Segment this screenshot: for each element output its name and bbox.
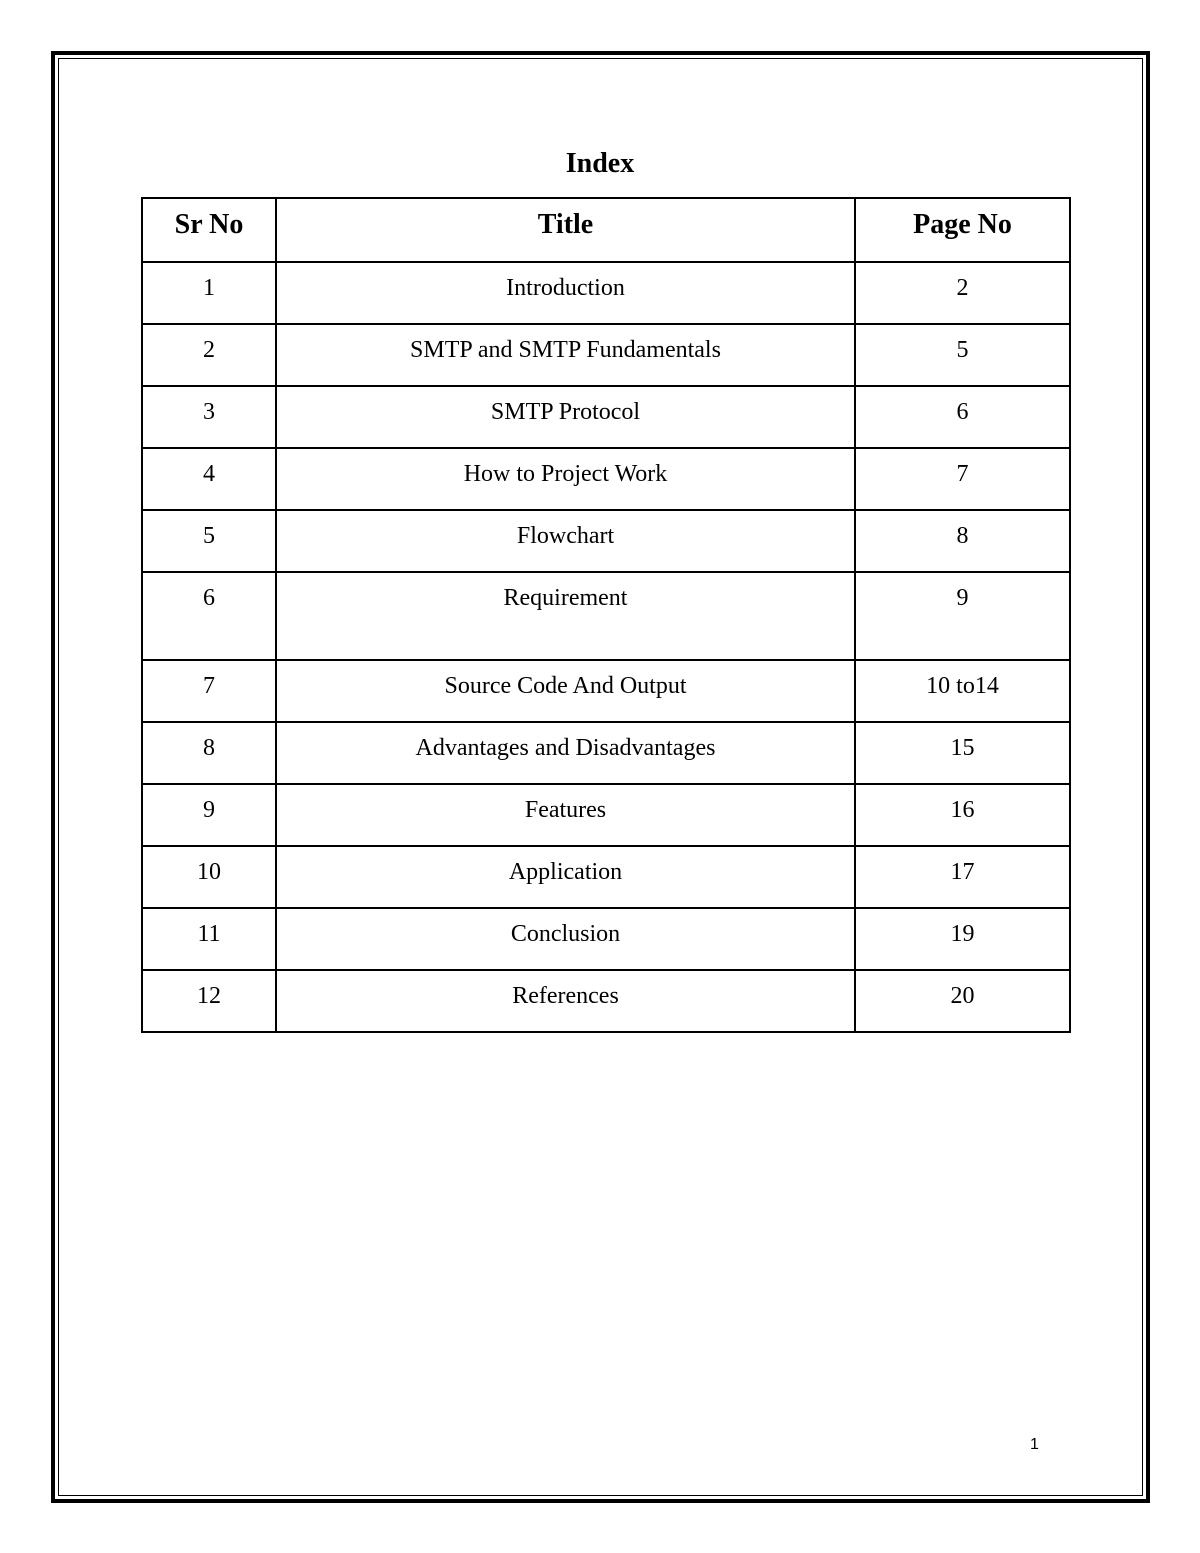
cell-title: How to Project Work	[276, 448, 855, 510]
cell-sr-no: 10	[142, 846, 276, 908]
cell-sr-no: 11	[142, 908, 276, 970]
index-table	[141, 197, 1071, 1033]
cell-sr-no: 4	[142, 448, 276, 510]
table-row	[142, 908, 1070, 970]
cell-page-no: 7	[855, 448, 1070, 510]
cell-title: Conclusion	[276, 908, 855, 970]
cell-page-no: 16	[855, 784, 1070, 846]
table-row	[142, 510, 1070, 572]
cell-page-no: 10 to14	[855, 660, 1070, 722]
header-sr-no: Sr No	[142, 198, 276, 262]
cell-title: Requirement	[276, 572, 855, 660]
table-row	[142, 262, 1070, 324]
table-row	[142, 722, 1070, 784]
cell-sr-no: 1	[142, 262, 276, 324]
cell-sr-no: 8	[142, 722, 276, 784]
table-row	[142, 572, 1070, 660]
cell-sr-no: 7	[142, 660, 276, 722]
cell-sr-no: 6	[142, 572, 276, 660]
cell-sr-no: 3	[142, 386, 276, 448]
table-row	[142, 970, 1070, 1032]
footer-page-number: 1	[1030, 1436, 1039, 1453]
cell-title: References	[276, 970, 855, 1032]
cell-title: Advantages and Disadvantages	[276, 722, 855, 784]
table-header-row	[142, 198, 1070, 262]
cell-sr-no: 12	[142, 970, 276, 1032]
cell-page-no: 15	[855, 722, 1070, 784]
header-title: Title	[276, 198, 855, 262]
cell-page-no: 9	[855, 572, 1070, 660]
cell-page-no: 8	[855, 510, 1070, 572]
cell-sr-no: 5	[142, 510, 276, 572]
cell-page-no: 17	[855, 846, 1070, 908]
table-row	[142, 784, 1070, 846]
cell-title: Introduction	[276, 262, 855, 324]
cell-page-no: 5	[855, 324, 1070, 386]
cell-page-no: 20	[855, 970, 1070, 1032]
cell-page-no: 2	[855, 262, 1070, 324]
page-title: Index	[565, 148, 635, 179]
cell-title: Features	[276, 784, 855, 846]
cell-title: Source Code And Output	[276, 660, 855, 722]
table-row	[142, 448, 1070, 510]
table-row	[142, 660, 1070, 722]
cell-sr-no: 9	[142, 784, 276, 846]
cell-title: Flowchart	[276, 510, 855, 572]
table-row	[142, 324, 1070, 386]
cell-title: SMTP and SMTP Fundamentals	[276, 324, 855, 386]
cell-title: Application	[276, 846, 855, 908]
cell-title: SMTP Protocol	[276, 386, 855, 448]
cell-page-no: 19	[855, 908, 1070, 970]
table-row	[142, 846, 1070, 908]
cell-page-no: 6	[855, 386, 1070, 448]
cell-sr-no: 2	[142, 324, 276, 386]
header-page-no: Page No	[855, 198, 1070, 262]
table-row	[142, 386, 1070, 448]
